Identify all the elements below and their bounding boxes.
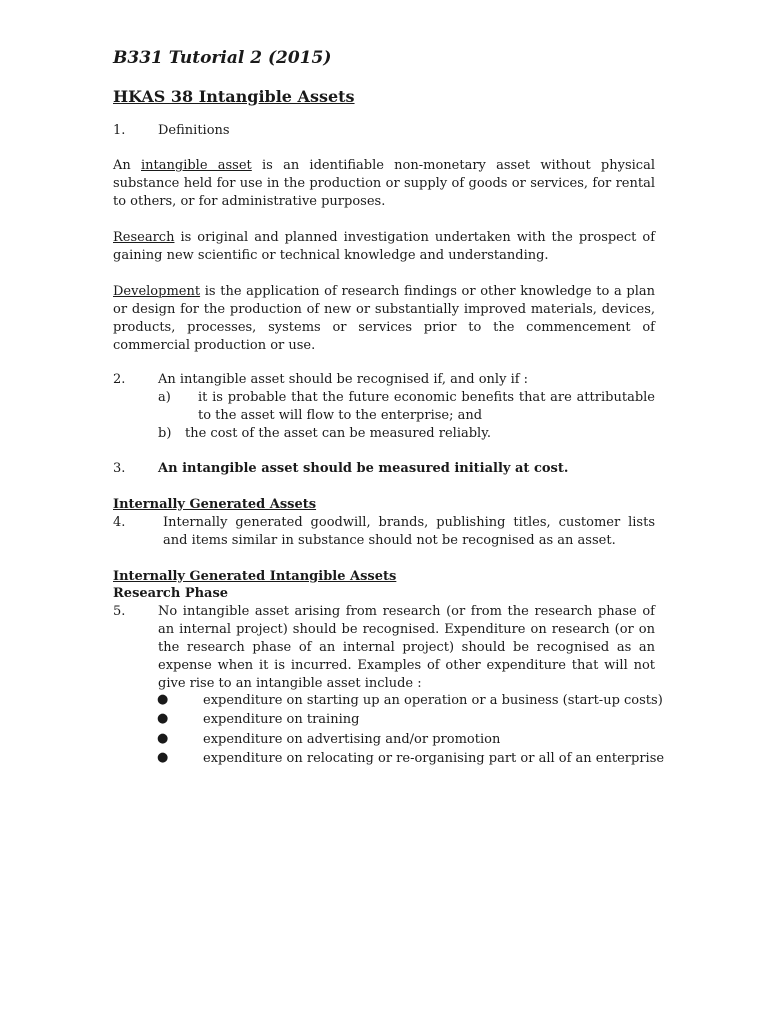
definition-research [113,229,655,265]
section-2-text: An intangible asset should be recognised if, and only if : [158,372,529,387]
item-b-label: b) [158,426,172,441]
bullet-item: expenditure on advertising and/or promotion [203,732,501,747]
document-subtitle: HKAS 38 Intangible Assets [113,87,355,106]
definition-prefix: An [113,158,141,173]
section-2-number: 2. [113,372,126,387]
section-1-number: 1. [113,123,126,138]
term-research: Research [113,230,175,245]
section-5-text [158,603,655,693]
item-a-label: a) [158,390,171,405]
definition-intangible-asset [113,157,655,211]
heading-internally-generated-assets: Internally Generated Assets [113,497,317,512]
item-b-text: the cost of the asset can be measured reliably. [185,426,491,441]
definition-research-text: is original and planned investigation undertaken with the prospect of gaining new scientific or technical knowledge and understanding. [113,230,655,263]
definition-intangible-text: is an identifiable non-monetary asset without physical substance held for use in the production or supply of goods or services, for rental to others, or for administrative purposes. [113,158,655,209]
section-3-text: An intangible asset should be measured initially at cost. [158,461,569,476]
term-development: Development [113,284,201,299]
section-4-content: Internally generated goodwill, brands, publishing titles, customer lists and items similar in substance should not be recognised as an asset. [163,515,655,548]
section-1-label: Definitions [158,123,230,138]
bullet-item: expenditure on starting up an operation or a business (start-up costs) [203,693,663,708]
section-5-number: 5. [113,604,126,619]
heading-research-phase: Research Phase [113,586,229,601]
item-a-content: it is probable that the future economic benefits that are attributable to the asset will flow to the enterprise; and [198,390,655,423]
bullet-item: expenditure on training [203,712,360,727]
bullet-icon: ● [157,711,169,726]
bullet-icon: ● [157,731,169,746]
bullet-icon: ● [157,692,169,707]
bullet-icon: ● [157,750,169,765]
heading-internally-generated-intangible-assets: Internally Generated Intangible Assets [113,569,397,584]
document-title: B331 Tutorial 2 (2015) [113,48,332,68]
term-intangible-asset: intangible asset [141,158,252,173]
bullet-item: expenditure on relocating or re-organising part or all of an enterprise [203,751,665,766]
item-a-text [198,389,655,425]
section-4-text [163,514,655,550]
section-5-content: No intangible asset arising from research (or from the research phase of an internal project) should be recognised. Expenditure on research (or on the research phase of an internal project) should be recognised as an expense when it is incurred. Examples of other expenditure that will not give rise to an intangible asset include : [158,604,655,691]
definition-development [113,283,655,355]
definition-development-text: is the application of research findings or other knowledge to a plan or design for the production of new or substantially improved materials, devices, products, processes, systems or services prior to the commencement of commercial production or use. [113,284,655,353]
section-4-number: 4. [113,515,126,530]
section-3-number: 3. [113,461,126,476]
